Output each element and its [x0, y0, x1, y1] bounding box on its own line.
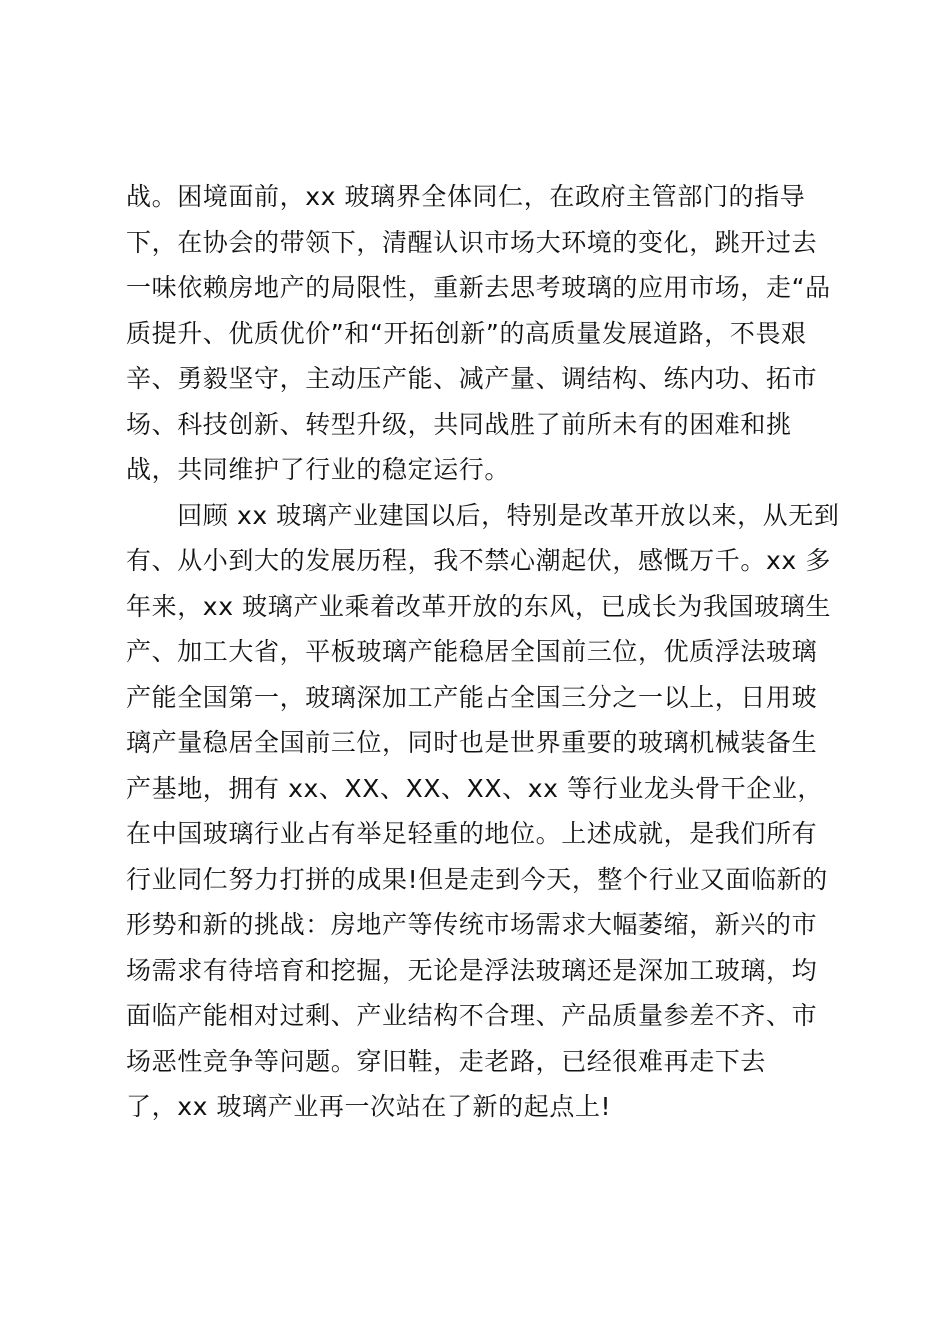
- text-line: 在中国玻璃行业占有举足轻重的地位。上述成就，是我们所有: [126, 819, 818, 848]
- body-text: [126, 174, 840, 1130]
- text-line: 璃产量稳居全国前三位，同时也是世界重要的玻璃机械装备生: [126, 728, 818, 757]
- text-line: 一味依赖房地产的局限性，重新去思考玻璃的应用市场，走“品: [126, 273, 831, 302]
- text-line: 场需求有待培育和挖掘，无论是浮法玻璃还是深加工玻璃，均: [126, 955, 818, 985]
- paragraph-2: [126, 493, 840, 1130]
- text-line: 回顾 xx 玻璃产业建国以后，特别是改革开放以来，从无到: [126, 500, 840, 530]
- text-line: 产基地，拥有 xx、XX、XX、XX、xx 等行业龙头骨干企业，: [126, 773, 824, 803]
- text-line: 形势和新的挑战：房地产等传统市场需求大幅萎缩，新兴的市: [126, 910, 818, 939]
- text-line: 场恶性竞争等问题。穿旧鞋，走老路，已经很难再走下去: [126, 1046, 767, 1076]
- text-line: 场、科技创新、转型升级，共同战胜了前所未有的困难和挑: [126, 409, 792, 439]
- text-line: 了，xx 玻璃产业再一次站在了新的起点上!: [126, 1092, 612, 1121]
- text-line: 产能全国第一，玻璃深加工产能占全国三分之一以上，日用玻: [126, 682, 818, 712]
- text-line: 下，在协会的带领下，清醒认识市场大环境的变化，跳开过去: [126, 227, 818, 257]
- text-line: 质提升、优质优价”和“开拓创新”的高质量发展道路，不畏艰: [126, 318, 807, 348]
- text-line: 战。困境面前，xx 玻璃界全体同仁，在政府主管部门的指导: [126, 182, 806, 211]
- text-line: 战，共同维护了行业的稳定运行。: [126, 455, 511, 484]
- paragraph-1: [126, 174, 836, 493]
- text-line: 年来，xx 玻璃产业乘着改革开放的东风，已成长为我国玻璃生: [126, 591, 831, 621]
- text-line: 产、加工大省，平板玻璃产能稳居全国前三位，优质浮法玻璃: [126, 637, 818, 666]
- text-line: 有、从小到大的发展历程，我不禁心潮起伏，感慨万千。xx 多: [126, 546, 831, 575]
- text-line: 辛、勇毅坚守，主动压产能、减产量、调结构、练内功、拓市: [126, 364, 818, 393]
- text-line: 行业同仁努力打拼的成果!但是走到今天，整个行业又面临新的: [126, 864, 828, 894]
- text-line: 面临产能相对过剩、产业结构不合理、产品质量参差不齐、市: [126, 1001, 818, 1030]
